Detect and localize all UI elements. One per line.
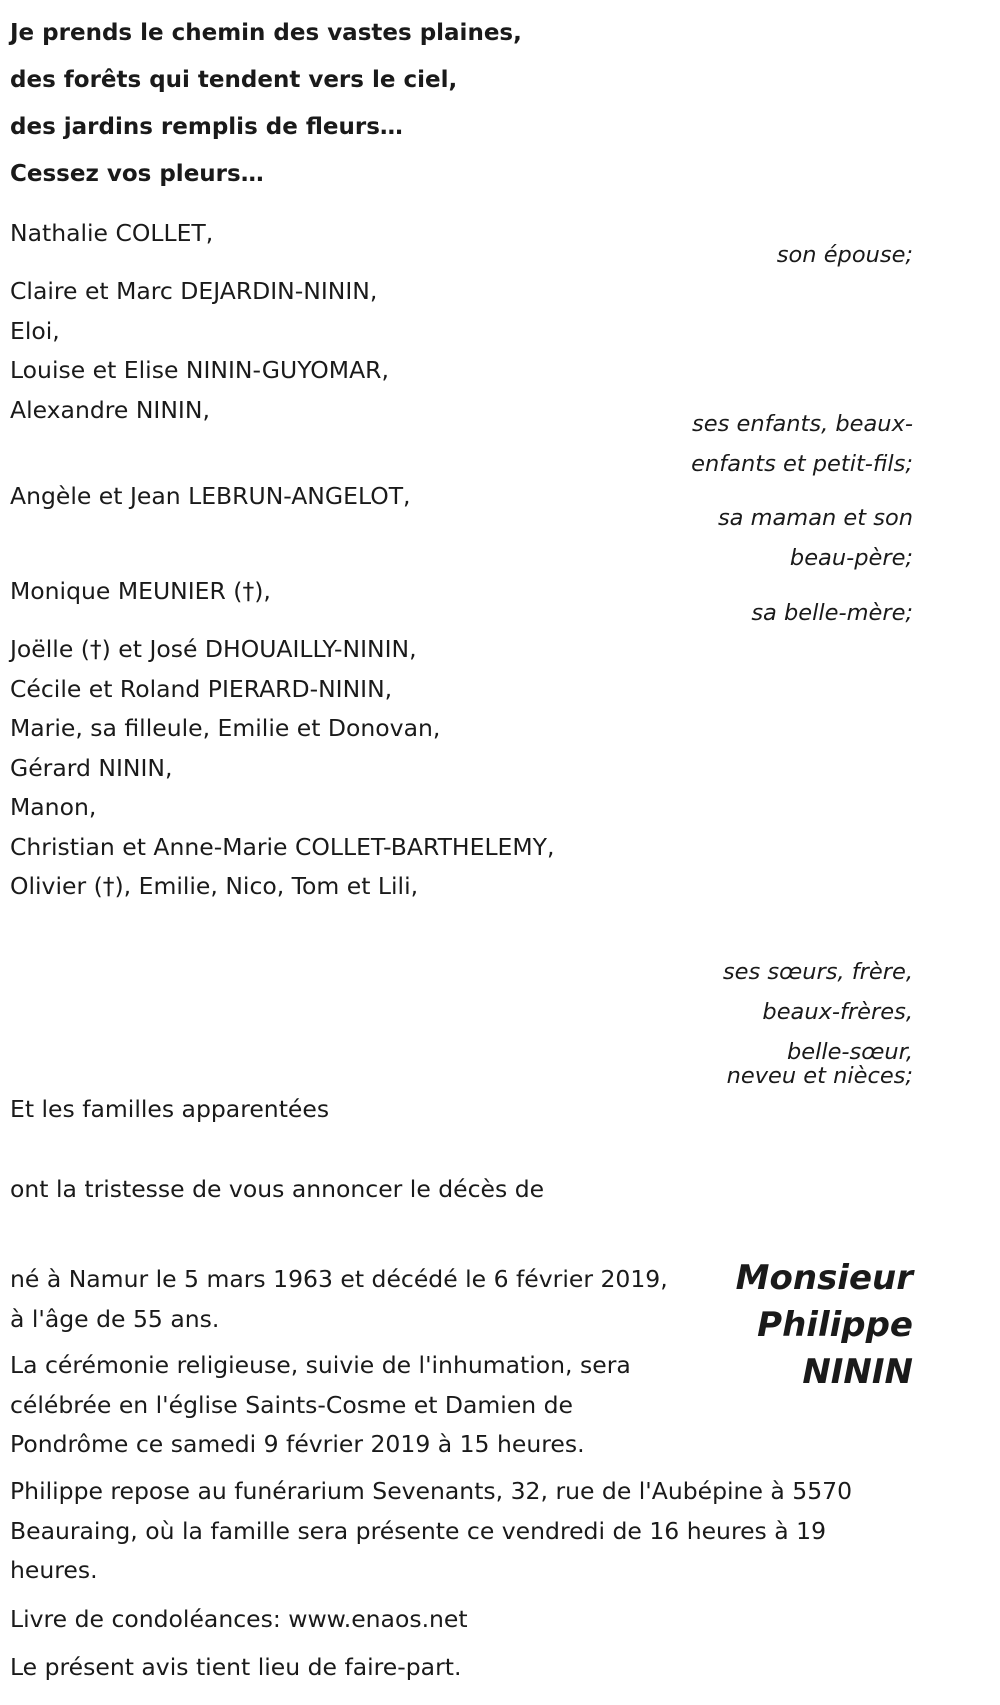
ceremony-line: célébrée en l'église Saints-Cosme et Damien de [10,1390,574,1419]
deceased-last-name: NININ [802,1352,913,1392]
family-name: Angèle et Jean LEBRUN-ANGELOT, [10,482,411,510]
poem-line: Je prends le chemin des vastes plaines, [10,20,522,46]
relation-line: son épouse; [776,242,913,268]
funeral-home [10,1472,852,1591]
funeral-home-line: heures. [10,1556,98,1584]
family-name: Alexandre NININ, [10,395,210,424]
spouse-names [10,214,213,254]
family-name: Joëlle (†) et José DHOUAILLY-NININ, [10,635,417,663]
announcement [10,1170,544,1210]
condolences-text: Livre de condoléances: www.enaos.net [10,1605,468,1633]
deceased-first-name: Philippe [757,1305,913,1345]
relation-line: sa belle-mère; [751,600,913,626]
family-name: Nathalie COLLET, [10,219,214,247]
deceased-title: Monsieur [735,1258,913,1298]
children-relation [691,405,913,484]
relation-line: ses sœurs, frère, [722,959,913,985]
announcement-text: ont la tristesse de vous annoncer le décès de [10,1175,545,1203]
siblings-relation-tail [727,1040,913,1088]
family-name: Marie, sa filleule, Emilie et Donovan, [10,714,441,742]
mother-in-law-names [10,572,271,612]
family-name: Gérard NININ, [10,753,173,782]
siblings-names [10,630,555,907]
siblings-relation [723,953,913,1032]
notice [10,1648,461,1688]
ceremony-line: La cérémonie religieuse, suivie de l'inhumation, sera [10,1351,631,1379]
family-name: Olivier (†), Emilie, Nico, Tom et Lili, [10,872,419,900]
relation-line: sa maman et son [717,505,913,531]
family-name: Eloi, [10,316,60,345]
relation-line: ses enfants, beaux- [692,411,913,437]
funeral-home-line: Beauraing, où la famille sera présente ce vendredi de 16 heures à 19 [10,1516,827,1545]
ceremony-line: Pondrôme ce samedi 9 février 2019 à 15 heures. [10,1430,585,1458]
poem-line: des jardins remplis de fleurs… [10,114,403,140]
relation-line: neveu et nièces; [726,1063,913,1089]
poem-line: des forêts qui tendent vers le ciel, [10,67,458,93]
deceased-name [736,1255,913,1396]
relation-line: beaux-frères, [762,998,913,1025]
children-names [10,272,389,430]
notice-text: Le présent avis tient lieu de faire-part. [10,1653,462,1681]
family-name: Monique MEUNIER (†), [10,577,271,605]
relation-line: enfants et petit-fils; [691,450,913,477]
relation-line: belle-sœur, [786,1039,913,1065]
funeral-home-line: Philippe repose au funérarium Sevenants, 32, rue de l'Aubépine à 5570 [10,1477,853,1505]
mother-names [10,477,411,517]
family-name: Cécile et Roland PIERARD-NININ, [10,674,393,703]
mother-relation [718,499,913,578]
poem [10,10,522,198]
related-families-text: Et les familles apparentées [10,1095,330,1123]
family-name: Louise et Elise NININ-GUYOMAR, [10,356,389,384]
birth-death-line: né à Namur le 5 mars 1963 et décédé le 6 février 2019, [10,1265,668,1293]
mother-in-law-relation [751,594,913,634]
related-families [10,1090,329,1130]
spouse-relation [777,236,913,276]
birth-death [10,1260,668,1339]
relation-line: beau-père; [789,544,913,571]
family-name: Manon, [10,793,97,821]
family-name: Claire et Marc DEJARDIN-NININ, [10,277,378,305]
ceremony [10,1346,631,1465]
condolences [10,1600,468,1640]
birth-death-line: à l'âge de 55 ans. [10,1304,220,1333]
poem-line: Cessez vos pleurs… [10,161,264,187]
family-name: Christian et Anne-Marie COLLET-BARTHELEMY, [10,832,555,861]
